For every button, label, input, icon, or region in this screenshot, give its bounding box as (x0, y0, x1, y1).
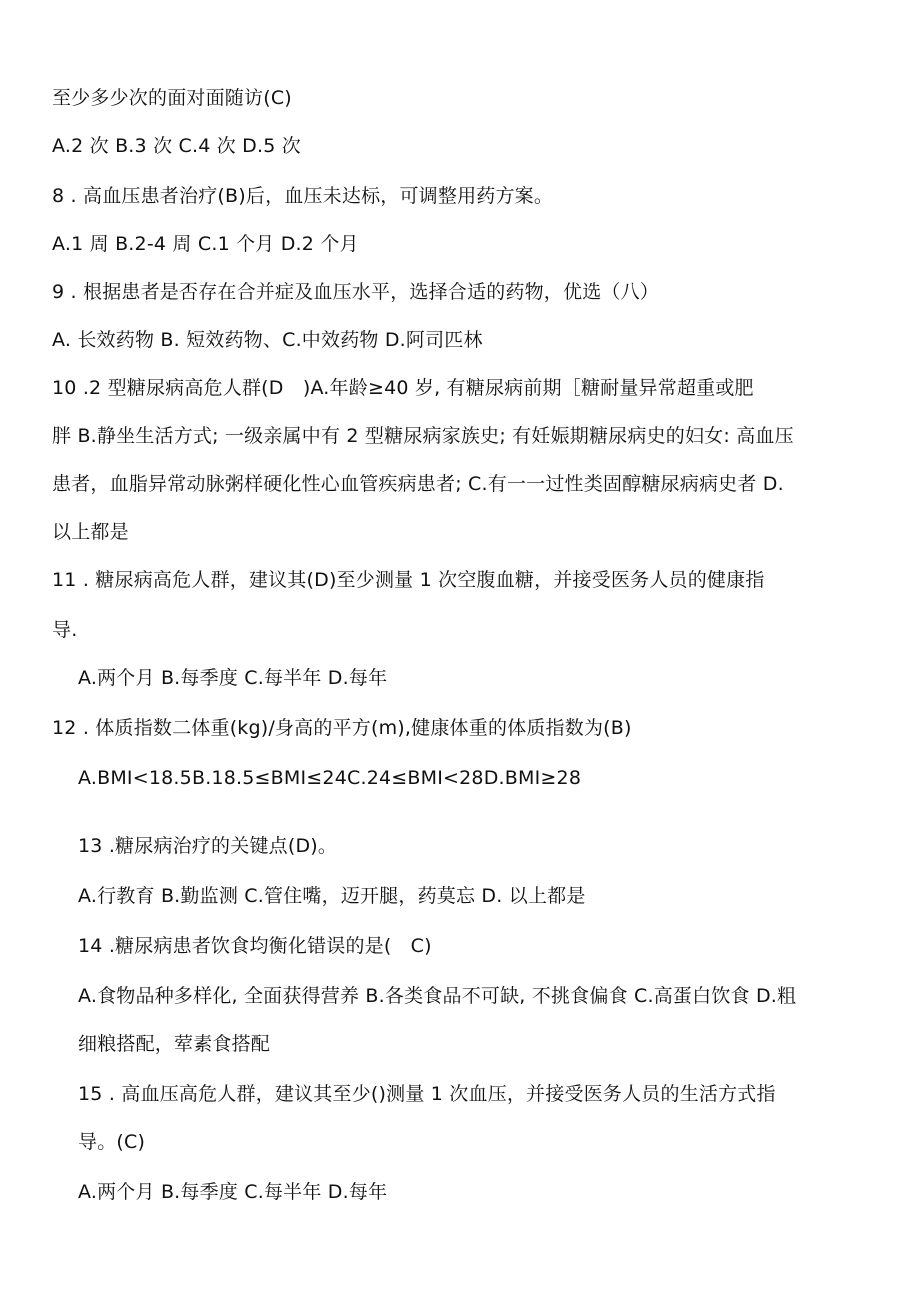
question-8-options: A.1 周 B.2-4 周 C.1 个月 D.2 个月 (52, 233, 359, 255)
question-11-options: A.两个月 B.每季度 C.每半年 D.每年 (78, 667, 388, 689)
question-13-stem: 13 .糖尿病治疗的关键点(D)。 (78, 835, 338, 857)
question-7-options: A.2 次 B.3 次 C.4 次 D.5 次 (52, 135, 301, 157)
question-15-stem-line-1: 15 . 高血压高危人群，建议其至少()测量 1 次血压，并接受医务人员的生活方式指 (78, 1083, 776, 1105)
question-9-stem: 9 . 根据患者是否存在合并症及血压水平，选择合适的药物，优选（八） (52, 281, 660, 303)
question-15-options: A.两个月 B.每季度 C.每半年 D.每年 (78, 1181, 388, 1203)
question-7-stem-end: 至少多少次的面对面随访(C) (52, 87, 292, 109)
question-10-stem-line-2: 胖 B.静坐生活方式; 一级亲属中有 2 型糖尿病家族史; 有妊娠期糖尿病史的妇女: 高血压 (52, 425, 794, 447)
question-13-options: A.行教育 B.勤监测 C.管住嘴，迈开腿，药莫忘 D. 以上都是 (78, 885, 586, 907)
question-10-stem-line-3: 患者，血脂异常动脉粥样硬化性心血管疾病患者; C.有一一过性类固醇糖尿病病史者 D. (52, 473, 784, 495)
question-11-stem-line-1: 11 . 糖尿病高危人群，建议其(D)至少测量 1 次空腹血糖，并接受医务人员的健康指 (52, 569, 765, 591)
question-9-options: A. 长效药物 B. 短效药物、C.中效药物 D.阿司匹林 (52, 329, 483, 351)
question-14-options-line-1: A.食物品种多样化, 全面获得营养 B.各类食品不可缺, 不挑食偏食 C.高蛋白饮食 D.粗 (78, 985, 797, 1007)
question-10-stem-line-1: 10 .2 型糖尿病高危人群(D )A.年龄≥40 岁, 有糖尿病前期［糖耐量异常超重或肥 (52, 377, 754, 399)
question-14-stem: 14 .糖尿病患者饮食均衡化错误的是( C) (78, 935, 432, 957)
question-12-stem: 12 . 体质指数二体重(kg)/身高的平方(m),健康体重的体质指数为(B) (52, 717, 632, 739)
question-8-stem: 8 . 高血压患者治疗(B)后，血压未达标，可调整用药方案。 (52, 185, 554, 207)
question-14-options-line-2: 细粮搭配，荤素食搭配 (78, 1033, 271, 1055)
question-10-stem-line-4: 以上都是 (52, 521, 129, 543)
question-12-options: A.BMI<18.5B.18.5≤BMI≤24C.24≤BMI<28D.BMI≥28 (78, 767, 582, 789)
question-11-stem-line-2: 导. (52, 619, 78, 641)
question-15-stem-line-2: 导。(C) (78, 1131, 146, 1153)
